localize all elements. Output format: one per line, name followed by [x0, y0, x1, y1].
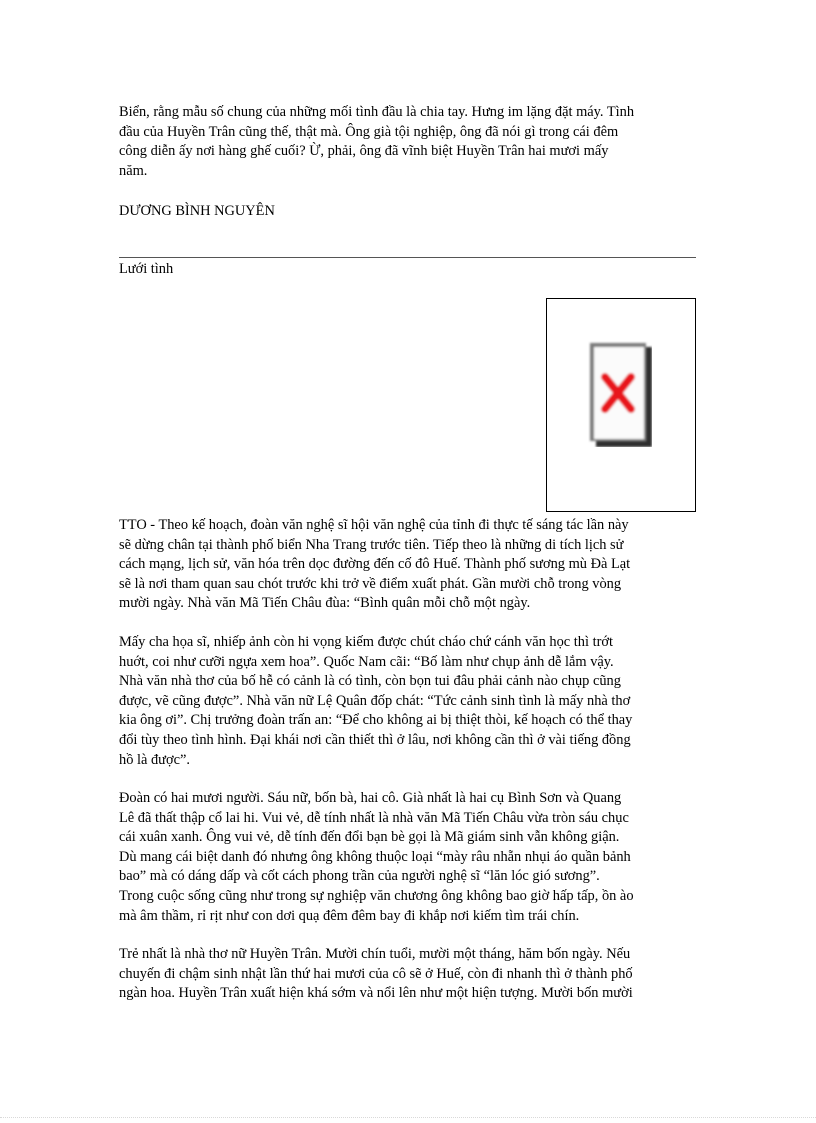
intro-paragraph: [119, 103, 699, 181]
text-line: Lê đã thất thập cổ lai hi. Vui vẻ, dễ tính nhất là nhà văn Mã Tiến Châu vừa tròn sáu chục: [119, 809, 629, 826]
text-line: cái xuân xanh. Ông vui vẻ, dễ tính đến đổi bạn bè gọi là Mã giám sinh vẫn không giận.: [119, 829, 620, 846]
text-line: bao” mà có dáng dấp và cốt cách phong trần của người nghệ sĩ “lăn lóc gió sương”.: [119, 868, 600, 885]
text-line: mà âm thầm, rỉ rịt như con dơi quạ đêm đêm bay đi khắp nơi kiếm tìm trái chín.: [119, 907, 580, 924]
broken-image-icon: [588, 341, 652, 447]
text-line: sẽ dừng chân tại thành phố biển Nha Trang trước tiên. Tiếp theo là những di tích lịch sử: [119, 536, 624, 553]
text-line: đổi tùy theo tình hình. Đại khái nơi cần thiết thì ở lâu, nơi không cần thì ở vài tiếng đồng: [119, 731, 631, 748]
text-line: TTO - Theo kế hoạch, đoàn văn nghệ sĩ hội văn nghệ của tỉnh đi thực tế sáng tác lần này: [119, 517, 629, 533]
author-name: DƯƠNG BÌNH NGUYÊN: [119, 203, 275, 219]
article-image-placeholder: [546, 298, 696, 512]
horizontal-divider: [119, 257, 696, 258]
text-line: được, vẽ cũng được”. Nhà văn nữ Lệ Quân đốp chát: “Tức cảnh sinh tình là mấy nhà thơ: [119, 692, 631, 709]
text-line: Mấy cha họa sĩ, nhiếp ảnh còn hi vọng kiếm được chút cháo chứ cánh văn học thì trớt: [119, 634, 613, 650]
article-title: Lưới tình: [119, 261, 174, 277]
body-paragraph-2: [119, 633, 699, 770]
text-line: công diễn ấy nơi hàng ghế cuối? Ừ, phải, ông đã vĩnh biệt Huyền Trân hai mươi mấy: [119, 143, 609, 160]
text-line: sẽ là nơi tham quan sau chót trước khi trở về điểm xuất phát. Gần mười chỗ trong vòng: [119, 575, 622, 592]
page-bottom-border: [0, 1117, 816, 1118]
text-line: Trong cuộc sống cũng như trong sự nghiệp văn chương ông không bao giờ hấp tấp, ồn ào: [119, 887, 634, 904]
text-line: hồ là được”.: [119, 751, 190, 768]
text-line: Dù mang cái biệt danh đó nhưng ông không thuộc loại “mày râu nhẵn nhụi áo quần bảnh: [119, 848, 631, 865]
body-paragraph-1: [119, 516, 699, 614]
text-line: ngàn hoa. Huyền Trân xuất hiện khá sớm và nổi lên như một hiện tượng. Mười bốn mười: [119, 985, 633, 1002]
text-line: năm.: [119, 162, 148, 179]
text-line: Biển, rằng mẫu số chung của những mối tình đầu là chia tay. Hưng im lặng đặt máy. Tình: [119, 104, 635, 120]
text-line: mười ngày. Nhà văn Mã Tiến Châu đùa: “Bình quân mỗi chỗ một ngày.: [119, 595, 531, 612]
text-line: huớt, coi như cưỡi ngựa xem hoa”. Quốc Nam cãi: “Bố làm như chụp ảnh dễ lắm vậy.: [119, 653, 614, 670]
text-line: kia ông ơi”. Chị trưởng đoàn trấn an: “Để cho không ai bị thiệt thòi, kế hoạch có thể thay: [119, 712, 633, 729]
text-line: Nhà văn nhà thơ của bố hễ có cảnh là có tình, còn bọn tui đâu phải cảnh nào chụp cũng: [119, 673, 621, 690]
text-line: cách mạng, lịch sử, văn hóa trên dọc đường đến cố đô Huế. Thành phố sương mù Đà Lạt: [119, 556, 631, 573]
text-line: Trẻ nhất là nhà thơ nữ Huyền Trân. Mười chín tuổi, mười một tháng, hăm bốn ngày. Nếu: [119, 946, 631, 962]
text-line: Đoàn có hai mươi người. Sáu nữ, bốn bà, hai cô. Già nhất là hai cụ Bình Sơn và Quang: [119, 790, 622, 806]
body-paragraph-4: [119, 945, 699, 1004]
text-line: đầu của Huyền Trân cũng thế, thật mà. Ông già tội nghiệp, ông đã nói gì trong cái đêm: [119, 123, 619, 140]
text-line: chuyến đi chậm sinh nhật lần thứ hai mươi của cô sẽ ở Huế, còn đi nhanh thì ở thành phố: [119, 965, 633, 982]
body-paragraph-3: [119, 789, 699, 926]
